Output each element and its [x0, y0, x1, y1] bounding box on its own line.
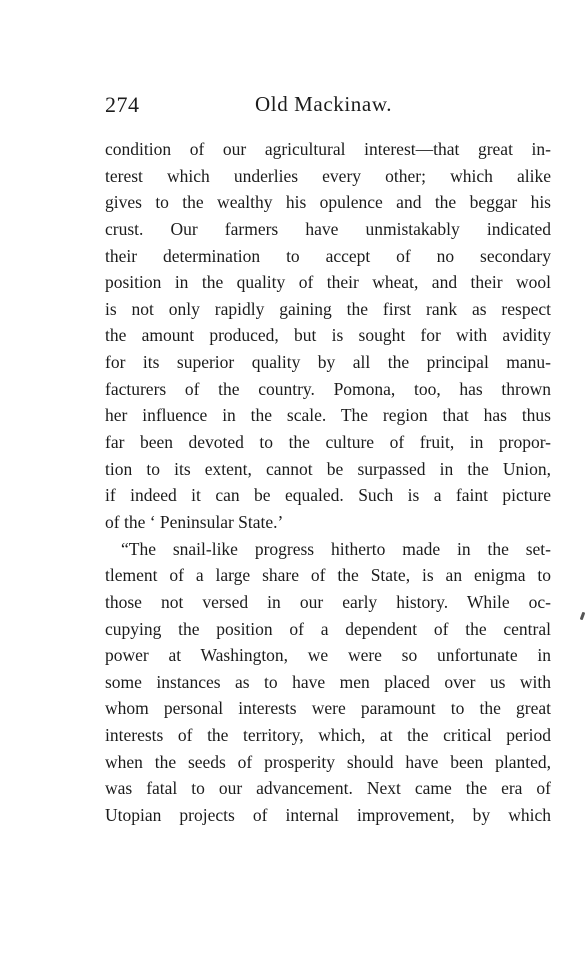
- text-line: when the seeds of prosperity should have been planted,: [105, 751, 551, 772]
- text-line: of the ‘ Peninsular State.’: [105, 511, 284, 532]
- margin-speck: [580, 612, 586, 621]
- text-line: those not versed in our early history. While oc-: [105, 591, 551, 612]
- text-line: some instances as to have men placed over us with: [105, 671, 551, 692]
- paragraph-2: [105, 536, 551, 829]
- page-header: [105, 92, 551, 124]
- text-line: condition of our agricultural interest—that great in-: [105, 139, 551, 159]
- text-line: position in the quality of their wheat, and their wool: [105, 272, 551, 293]
- text-line: facturers of the country. Pomona, too, has thrown: [105, 378, 551, 399]
- text-line: power at Washington, we were so unfortunate in: [105, 645, 551, 666]
- body-text: [105, 136, 551, 829]
- text-line: tlement of a large share of the State, is an enigma to: [105, 565, 551, 586]
- text-line: gives to the wealthy his opulence and the beggar his: [105, 192, 551, 213]
- text-line: far been devoted to the culture of fruit, in propor-: [105, 432, 551, 453]
- text-line: crust. Our farmers have unmistakably indicated: [105, 218, 551, 239]
- text-line: “The snail-like progress hitherto made in the set-: [121, 538, 551, 559]
- text-line: their determination to accept of no secondary: [105, 245, 551, 266]
- text-line: terest which underlies every other; which alike: [105, 165, 551, 186]
- text-line: if indeed it can be equaled. Such is a faint picture: [105, 485, 551, 506]
- text-line: interests of the territory, which, at the critical period: [105, 725, 551, 746]
- text-line: is not only rapidly gaining the first rank as respect: [105, 298, 551, 319]
- page-number: 274: [105, 92, 140, 117]
- text-line: cupying the position of a dependent of the central: [105, 618, 551, 639]
- text-line: Utopian projects of internal improvement, by which: [105, 805, 551, 826]
- paragraph-1: [105, 136, 551, 536]
- running-title: Old Mackinaw.: [255, 92, 393, 116]
- text-line: tion to its extent, cannot be surpassed in the Union,: [105, 458, 551, 479]
- text-line: the amount produced, but is sought for with avidity: [105, 325, 551, 346]
- text-line: whom personal interests were paramount to the great: [105, 698, 551, 719]
- text-line: for its superior quality by all the principal manu-: [105, 352, 551, 373]
- text-line: her influence in the scale. The region that has thus: [105, 405, 551, 426]
- text-line: was fatal to our advancement. Next came the era of: [105, 778, 551, 799]
